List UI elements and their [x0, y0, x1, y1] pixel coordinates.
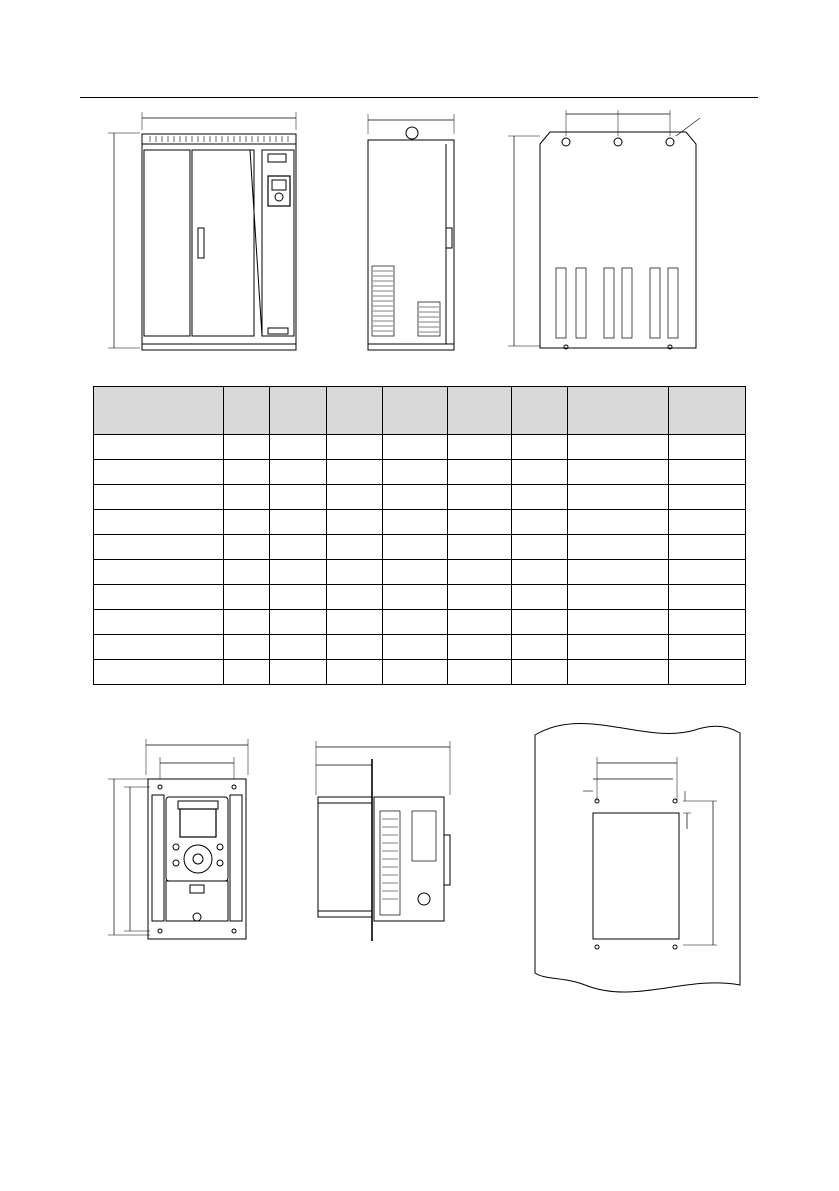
table-cell [669, 510, 746, 535]
table-cell [447, 510, 511, 535]
table-cell [382, 560, 447, 585]
table-cell [94, 610, 224, 635]
table-cell [669, 660, 746, 685]
table-cell [567, 485, 668, 510]
table-cell [223, 460, 269, 485]
table-cell [511, 510, 567, 535]
table-cell [567, 535, 668, 560]
table-cell [270, 435, 327, 460]
table-cell [567, 660, 668, 685]
table-cell [327, 485, 382, 510]
table-cell [669, 535, 746, 560]
table-cell [567, 435, 668, 460]
table-cell [94, 460, 224, 485]
table-cell [94, 660, 224, 685]
table-cell [94, 435, 224, 460]
table-cell [270, 560, 327, 585]
table-cell [567, 560, 668, 585]
table-cell [270, 510, 327, 535]
table-cell [447, 660, 511, 685]
table-cell [94, 585, 224, 610]
table-cell [382, 485, 447, 510]
table-header-row [94, 387, 746, 435]
table-cell [447, 435, 511, 460]
table-row [94, 635, 746, 660]
table-cell [669, 610, 746, 635]
table-cell [567, 510, 668, 535]
table-cell [447, 585, 511, 610]
table-cell [511, 610, 567, 635]
table-cell [382, 660, 447, 685]
table-cell [270, 585, 327, 610]
table-row [94, 435, 746, 460]
table-cell [327, 660, 382, 685]
mounting-hole-template [525, 705, 750, 995]
table-cell [511, 435, 567, 460]
table-row [94, 460, 746, 485]
table-cell [223, 610, 269, 635]
table-header-cell [511, 387, 567, 435]
table-cell [270, 635, 327, 660]
table-row [94, 510, 746, 535]
table-cell [511, 535, 567, 560]
table-cell [223, 660, 269, 685]
table-header-cell [382, 387, 447, 435]
table-cell [223, 585, 269, 610]
table-cell [511, 560, 567, 585]
table-cell [327, 560, 382, 585]
table-cell [327, 435, 382, 460]
table-cell [382, 460, 447, 485]
table-cell [447, 635, 511, 660]
table-cell [327, 460, 382, 485]
table-cell [447, 485, 511, 510]
table-cell [511, 485, 567, 510]
table-cell [382, 610, 447, 635]
table-cell [567, 635, 668, 660]
table-cell [447, 560, 511, 585]
inverter-side-view [310, 735, 460, 945]
table-cell [669, 585, 746, 610]
table-row [94, 535, 746, 560]
table-cell [223, 510, 269, 535]
table-row [94, 560, 746, 585]
table-row [94, 585, 746, 610]
table-cell [669, 460, 746, 485]
table-cell [94, 510, 224, 535]
table-row [94, 660, 746, 685]
table-cell [270, 460, 327, 485]
table-header-cell [94, 387, 224, 435]
table-cell [511, 635, 567, 660]
table-header-cell [270, 387, 327, 435]
table-header-cell [447, 387, 511, 435]
table-cell [669, 485, 746, 510]
table-row [94, 610, 746, 635]
table-cell [382, 535, 447, 560]
table-cell [94, 560, 224, 585]
table-header-cell [327, 387, 382, 435]
table-cell [511, 585, 567, 610]
table-cell [382, 635, 447, 660]
table-cell [327, 610, 382, 635]
table-cell [669, 560, 746, 585]
table-cell [94, 535, 224, 560]
large-cabinet-back-view [500, 108, 715, 358]
table-cell [327, 635, 382, 660]
table-cell [447, 610, 511, 635]
header-rule [80, 97, 758, 98]
table-cell [223, 635, 269, 660]
table-cell [94, 485, 224, 510]
table-header-cell [567, 387, 668, 435]
dimension-table [93, 386, 746, 685]
table-cell [270, 660, 327, 685]
inverter-front-view [100, 735, 260, 945]
large-cabinet-side-view [360, 108, 460, 358]
table-row [94, 485, 746, 510]
table-cell [270, 535, 327, 560]
table-cell [669, 435, 746, 460]
table-header-cell [223, 387, 269, 435]
table-cell [382, 510, 447, 535]
table-cell [223, 435, 269, 460]
table-cell [567, 610, 668, 635]
table-header-cell [669, 387, 746, 435]
table-cell [270, 610, 327, 635]
table-cell [447, 460, 511, 485]
table-cell [669, 635, 746, 660]
table-cell [223, 560, 269, 585]
table-cell [382, 585, 447, 610]
table-cell [511, 660, 567, 685]
table-cell [223, 485, 269, 510]
table-cell [327, 510, 382, 535]
table-cell [382, 435, 447, 460]
table-cell [223, 535, 269, 560]
table-cell [327, 585, 382, 610]
table-cell [327, 535, 382, 560]
table-cell [447, 535, 511, 560]
large-cabinet-front-view [100, 108, 310, 358]
table-cell [270, 485, 327, 510]
table-cell [94, 635, 224, 660]
table-cell [511, 460, 567, 485]
table-cell [567, 460, 668, 485]
table-cell [567, 585, 668, 610]
